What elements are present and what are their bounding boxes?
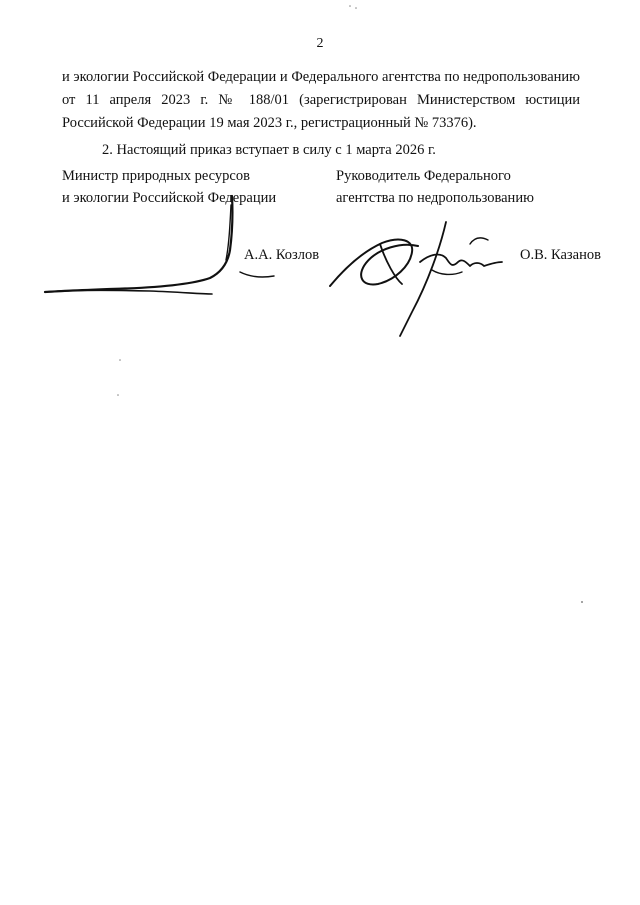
- left-signatory-title-line-1: Министр природных ресурсов: [62, 168, 250, 184]
- body-line-3: Российской Федерации 19 мая 2023 г., регистрационный № 73376).: [62, 115, 477, 131]
- right-signatory-title: [336, 165, 596, 209]
- document-body: [62, 66, 580, 162]
- paragraph-effective-date: 2. Настоящий приказ вступает в силу с 1 марта 2026 г.: [102, 142, 436, 158]
- right-signatory-title-line-1: Руководитель Федерального: [336, 168, 511, 184]
- right-signature-icon: [330, 222, 502, 336]
- right-signatory-name: О.В. Казанов: [520, 247, 601, 263]
- right-signatory-title-line-2: агентства по недропользованию: [336, 190, 534, 206]
- left-signatory-title-line-2: и экологии Российской Федерации: [62, 190, 277, 206]
- left-signatory-title: [62, 165, 302, 209]
- page-number: 2: [316, 36, 324, 51]
- left-signature-icon: [45, 196, 274, 294]
- body-line-2: от 11 апреля 2023 г. № 188/01 (зарегистрирован Министерством юстиции: [62, 92, 580, 108]
- left-signatory-name: А.А. Козлов: [244, 247, 320, 263]
- body-line-1: и экологии Российской Федерации и Федерального агентства по недропользованию: [62, 69, 580, 85]
